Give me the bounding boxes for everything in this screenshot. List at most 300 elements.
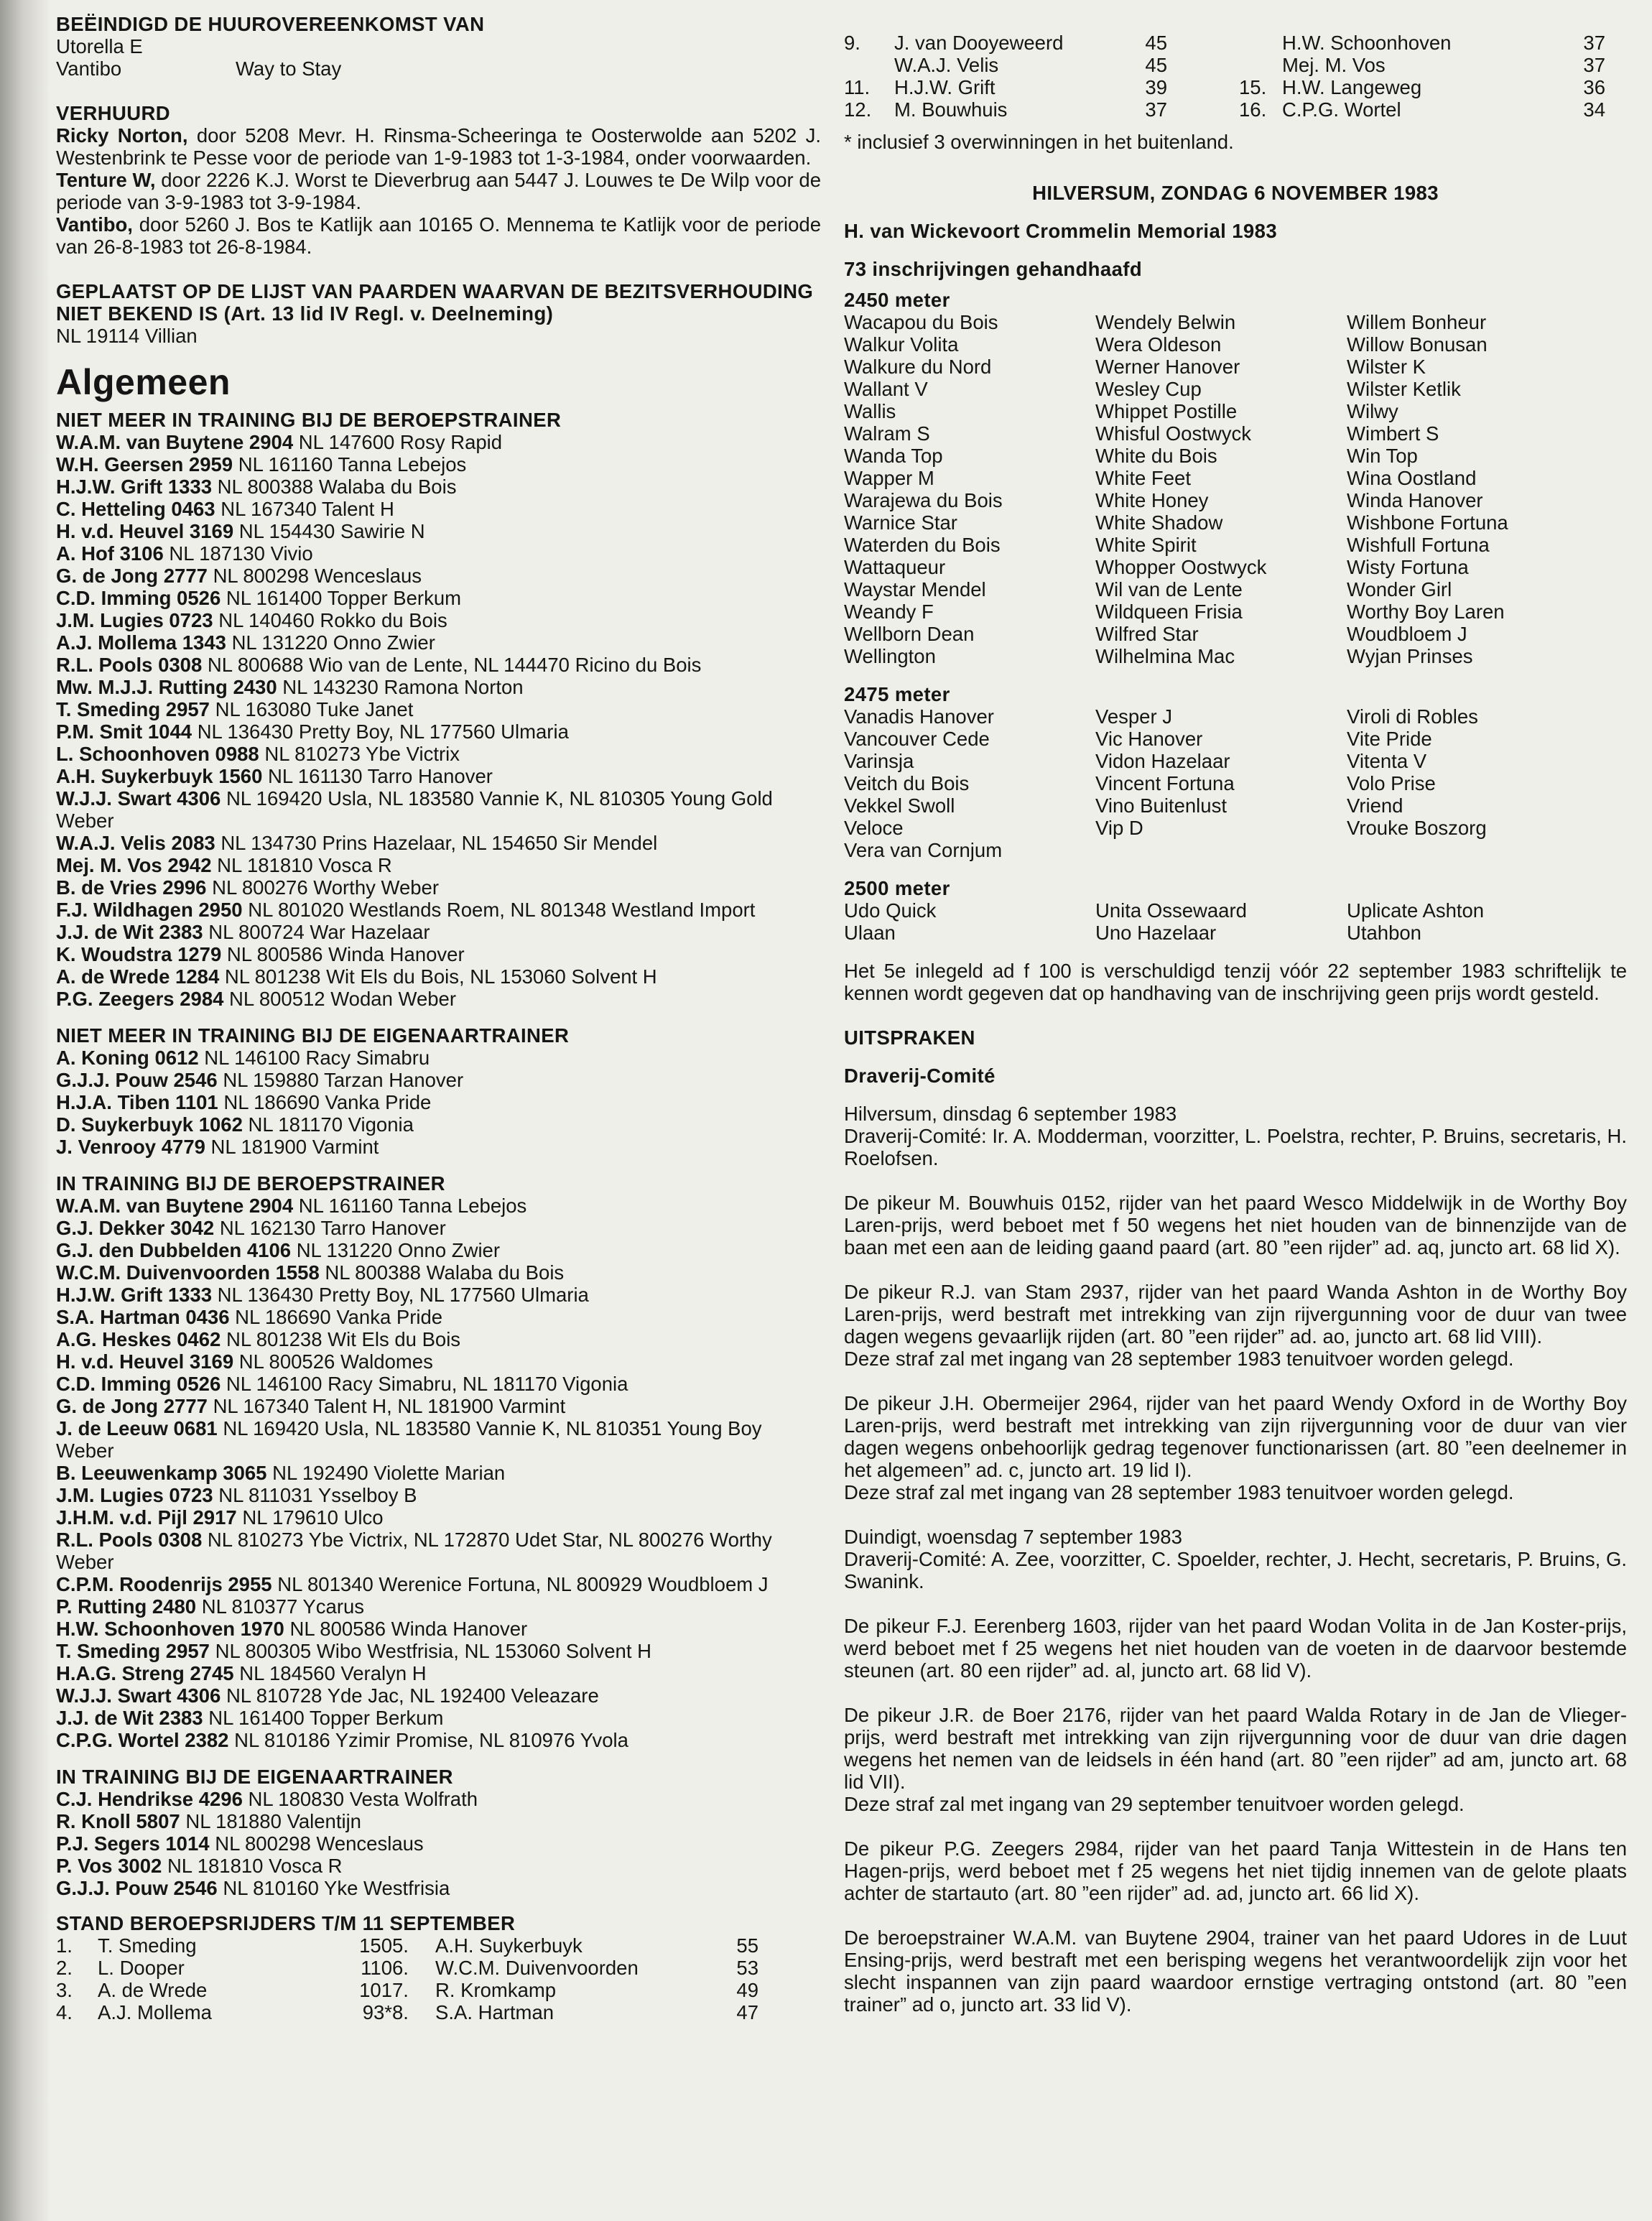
horse-name: Ulaan [844, 922, 896, 944]
beeindigd-heading: BEËINDIGD DE HUUROVEREENKOMST VAN [56, 13, 485, 35]
stand-cell: 8. [392, 2001, 409, 2023]
horse-name: Wendely Belwin [1095, 311, 1236, 333]
section-heading: IN TRAINING BIJ DE EIGENAARTRAINER [56, 1766, 453, 1788]
horse-name: Veitch du Bois [844, 772, 970, 794]
trainer-row [56, 1261, 821, 1284]
horse-name: Wapper M [844, 467, 934, 489]
verhuurd-entry: Tenture W, door 2226 K.J. Worst te Dieverbrug aan 5447 J. Louwes te De Wilp voor de periode van 3-9-1983 tot 3-9-1984. [56, 169, 821, 213]
horse-name: Wellborn Dean [844, 623, 975, 645]
trainer-row [56, 453, 821, 476]
trainer-row [56, 1417, 821, 1462]
horse-name: Varinsja [844, 750, 914, 772]
horse-name: Vriend [1347, 794, 1403, 817]
ruling-line: De pikeur J.H. Obermeijer 2964, rijder van het paard Wendy Oxford in de Worthy Boy Laren-prijs, werd bestraft met intrekking van zijn rijvergunning voor de duur van vier dagen wegens onbehoorlijk gedrag tegenover functionarissen (art. 80 ”een deelnemer in het algemeen” ad. c, juncto art. 19 lid I). [844, 1392, 1627, 1481]
horse-name: Wellington [844, 645, 936, 667]
geplaatst-entry: NL 19114 Villian [56, 325, 198, 347]
horse-list: NL 800305 Wibo Westfrisia, NL 153060 Solvent H [215, 1640, 651, 1662]
horse-list: NL 181810 Vosca R [167, 1855, 343, 1877]
trainer-row [56, 1832, 821, 1855]
horse-name: Wildqueen Frisia [1095, 601, 1243, 623]
horse-name: Wishbone Fortuna [1347, 511, 1508, 534]
horse-name: Win Top [1347, 445, 1418, 467]
trainer-row [56, 431, 821, 453]
stand-cell [1239, 32, 1282, 54]
horse-name: Wilwy [1347, 400, 1398, 422]
horse-list: NL 801020 Westlands Roem, NL 801348 Westland Import [248, 899, 756, 921]
spacer [844, 861, 1627, 877]
trainer-name: A.H. Suykerbuyk 1560 [56, 765, 269, 787]
stand-cell: W.A.J. Velis [894, 54, 999, 76]
stand-cell: 5. [392, 1934, 409, 1957]
horse-name: Unita Ossewaard [1095, 899, 1247, 922]
horse-name: Wera Oldeson [1095, 333, 1222, 356]
trainer-row [56, 1328, 821, 1350]
trainer-name: A.J. Mollema 1343 [56, 631, 232, 654]
stand-cell: C.P.G. Wortel [1282, 98, 1401, 121]
trainer-name: H.J.W. Grift 1333 [56, 1284, 218, 1306]
horse-list: NL 810273 Ybe Victrix [264, 743, 460, 765]
horse-name: Volo Prise [1347, 772, 1436, 794]
stand-cell: 53 [736, 1957, 758, 1979]
trainer-row [56, 1484, 821, 1506]
horse-list: NL 810273 Ybe Victrix, NL 172870 Udet Star, NL 800276 Worthy Weber [56, 1529, 772, 1573]
footnote: * inclusief 3 overwinningen in het buitenland. [844, 131, 1234, 153]
verhuurd-heading: VERHUURD [56, 102, 171, 124]
ruling-paragraph [844, 1392, 1627, 1503]
stand-cell: A.J. Mollema [98, 2001, 212, 2023]
rulings [844, 1103, 1627, 2016]
spacer [844, 667, 1627, 683]
horse-list: NL 161130 Tarro Hanover [268, 765, 493, 787]
horse-name: Wilhelmina Mac [1095, 645, 1235, 667]
horse-name: Warnice Star [844, 511, 957, 534]
trainer-name: G. de Jong 2777 [56, 1395, 213, 1417]
trainer-name: W.A.M. van Buytene 2904 [56, 1195, 299, 1217]
trainer-name: J.J. de Wit 2383 [56, 921, 209, 943]
horse-name-grid [844, 899, 1627, 944]
trainer-name: G.J. den Dubbelden 4106 [56, 1239, 297, 1261]
stand-heading: STAND BEROEPSRIJDERS T/M 11 SEPTEMBER [56, 1912, 516, 1934]
trainer-name: C.P.M. Roodenrijs 2955 [56, 1573, 278, 1595]
trainer-row [56, 1306, 821, 1328]
horse-name: Viroli di Robles [1347, 705, 1478, 728]
trainer-name: A.G. Heskes 0462 [56, 1328, 226, 1350]
trainer-row [56, 654, 821, 676]
trainer-name: C. Hetteling 0463 [56, 498, 221, 520]
trainer-row [56, 988, 821, 1010]
trainer-name: A. de Wrede 1284 [56, 965, 225, 988]
geplaatst-heading: GEPLAATST OP DE LIJST VAN PAARDEN WAARVAN DE BEZITSVERHOUDING NIET BEKEND IS (Art. 13 lid IV Regl. v. Deelneming) [56, 280, 814, 325]
ruling-line: De pikeur J.R. de Boer 2176, rijder van het paard Walda Rotary in de Jan de Vlieger-prijs, werd bestraft met intrekking van zijn rijvergunning voor de duur van drie dagen wegens het nemen van de leidsels in één hand (art. 80 ”een rijder” ad am, juncto art. 68 lid VII). [844, 1704, 1627, 1793]
horse-list: NL 147600 Rosy Rapid [298, 431, 503, 453]
trainer-name: G.J.J. Pouw 2546 [56, 1069, 223, 1091]
stand-cell: T. Smeding [98, 1934, 197, 1957]
stand-cell: 2. [56, 1957, 73, 1979]
horse-name: Werner Hanover [1095, 356, 1240, 378]
trainer-name: C.D. Imming 0526 [56, 1373, 226, 1395]
comite-heading: Draverij-Comité [844, 1065, 996, 1087]
trainer-row [56, 854, 821, 876]
stand-cell: 12. [844, 98, 872, 121]
inleg-note: Het 5e inlegeld ad f 100 is verschuldigd tenzij vóór 22 september 1983 schriftelijk te kennen wordt gegeven dat op handhaving van de inschrijving geen prijs wordt gesteld. [844, 960, 1627, 1004]
horse-name: Wattaqueur [844, 556, 946, 578]
trainer-row [56, 1573, 821, 1595]
horse-name-column [844, 311, 1095, 667]
trainer-name: S.A. Hartman 0436 [56, 1306, 236, 1328]
trainer-row [56, 542, 821, 565]
horse-name: Waystar Mendel [844, 578, 986, 601]
horse-name-column [1347, 705, 1598, 861]
horse-list: NL 167340 Talent H [221, 498, 394, 520]
trainer-row [56, 1239, 821, 1261]
horse-name: Whippet Postille [1095, 400, 1238, 422]
stand-cell: H.J.W. Grift [894, 76, 996, 98]
trainer-row [56, 1595, 821, 1618]
horse-name: Wyjan Prinses [1347, 645, 1473, 667]
stand-cell [1239, 54, 1282, 76]
stand-cell: 101 [359, 1979, 392, 2001]
horse-name: Wilfred Star [1095, 623, 1199, 645]
horse-list: NL 169420 Usla, NL 183580 Vannie K, NL 810351 Young Boy Weber [56, 1417, 762, 1462]
trainer-row [56, 743, 821, 765]
section-heading: NIET MEER IN TRAINING BIJ DE BEROEPSTRAINER [56, 409, 562, 431]
stand-cell [1167, 98, 1239, 121]
section-heading: NIET MEER IN TRAINING BIJ DE EIGENAARTRAINER [56, 1024, 570, 1047]
ruling-line: De beroepstrainer W.A.M. van Buytene 2904, trainer van het paard Udores in de Luut Ensing-prijs, werd bestraft met een berisping wegens het verantwoordelijk zijn voor het slecht inspannen van zijn paard waardoor ernstige vertraging ontstond (art. 80 ”een trainer” ad o, juncto art. 33 lid V). [844, 1926, 1627, 2016]
trainer-row [56, 1529, 821, 1573]
stand-cell: 49 [736, 1979, 758, 2001]
trainer-row [56, 1284, 821, 1306]
horse-name: Uno Hazelaar [1095, 922, 1217, 944]
ruling-line: De pikeur R.J. van Stam 2937, rijder van het paard Wanda Ashton in de Worthy Boy Laren-prijs, werd bestraft met intrekking van zijn rijvergunning voor de duur van twee dagen wegens gevaarlijk rijden (art. 80 ”een rijder” ad. ao, juncto art. 68 lid VIII). [844, 1281, 1627, 1348]
distance-label: 2475 meter [844, 683, 950, 705]
section-heading: IN TRAINING BIJ DE BEROEPSTRAINER [56, 1172, 445, 1195]
trainer-name: P. Vos 3002 [56, 1855, 167, 1877]
horse-list: NL 136430 Pretty Boy, NL 177560 Ulmaria [217, 1284, 589, 1306]
stand-cell: 4. [56, 2001, 73, 2023]
horse-name: Vidon Hazelaar [1095, 750, 1230, 772]
trainer-row [56, 965, 821, 988]
ruling-paragraph [844, 1704, 1627, 1815]
trainer-row [56, 1350, 821, 1373]
horse-list: NL 800298 Wenceslaus [215, 1832, 424, 1855]
trainer-row [56, 1788, 821, 1810]
trainer-row [56, 899, 821, 921]
horse-name: Woudbloem J [1347, 623, 1467, 645]
horse-name: Vera van Cornjum [844, 839, 1003, 861]
stand-cell: 45 [1145, 54, 1167, 76]
trainer-name: J.M. Lugies 0723 [56, 1484, 219, 1506]
trainer-row [56, 1462, 821, 1484]
trainer-row [56, 1729, 821, 1751]
ruling-line: Draverij-Comité: Ir. A. Modderman, voorzitter, L. Poelstra, rechter, P. Bruins, secretaris, H. Roelofsen. [844, 1125, 1627, 1169]
stand-cell: R. Kromkamp [435, 1979, 557, 2001]
stand-cell: 45 [1145, 32, 1167, 54]
horse-name: White Shadow [1095, 511, 1223, 534]
trainer-row [56, 1217, 821, 1239]
stand-cell: 16. [1239, 98, 1267, 121]
stand-cell: 11. [844, 76, 871, 98]
horse-name: Wisty Fortuna [1347, 556, 1469, 578]
trainer-row [56, 787, 821, 832]
horse-list: NL 146100 Racy Simabru [204, 1047, 430, 1069]
trainer-row [56, 676, 821, 698]
horse-name: Vip D [1095, 817, 1143, 839]
ruling-line: Draverij-Comité: A. Zee, voorzitter, C. Spoelder, rechter, J. Hecht, secretaris, P. Bruins, G. Swanink. [844, 1548, 1627, 1592]
trainer-name: J.H.M. v.d. Pijl 2917 [56, 1506, 243, 1529]
stand-table [56, 1934, 821, 2023]
stand-cell: 3. [56, 1979, 73, 2001]
horse-list: NL 800586 Winda Hanover [226, 943, 465, 965]
trainer-row [56, 1662, 821, 1684]
right-column [844, 32, 1627, 2038]
horse-list: NL 159880 Tarzan Hanover [223, 1069, 464, 1091]
trainer-row [56, 1707, 821, 1729]
trainer-row [56, 1113, 821, 1136]
trainer-name: P.M. Smit 1044 [56, 720, 198, 743]
horse-name: Weandy F [844, 601, 934, 623]
ruling-paragraph [844, 1192, 1627, 1258]
horse-name: Uplicate Ashton [1347, 899, 1485, 922]
trainer-name: G.J. Dekker 3042 [56, 1217, 220, 1239]
horse-name: Wesley Cup [1095, 378, 1202, 400]
stand-cell: 7. [392, 1979, 409, 2001]
trainer-row [56, 1618, 821, 1640]
spacer [56, 1751, 821, 1766]
trainer-row [56, 1506, 821, 1529]
stand-cell: M. Bouwhuis [894, 98, 1008, 121]
trainer-row [56, 698, 821, 720]
ruling-paragraph [844, 1281, 1627, 1370]
horse-name: Waterden du Bois [844, 534, 1001, 556]
horse-list: NL 801238 Wit Els du Bois, NL 153060 Solvent H [224, 965, 657, 988]
trainer-name: Mej. M. Vos 2942 [56, 854, 218, 876]
horse-list: NL 143230 Ramona Norton [282, 676, 524, 698]
horse-name: Vrouke Boszorg [1347, 817, 1487, 839]
distance-label: 2500 meter [844, 877, 950, 899]
horse-list: NL 140460 Rokko du Bois [218, 609, 447, 631]
trainer-name: H. v.d. Heuvel 3169 [56, 1350, 239, 1373]
trainer-name: H.J.A. Tiben 1101 [56, 1091, 224, 1113]
horse-name: Veloce [844, 817, 904, 839]
uitspraken-heading: UITSPRAKEN [844, 1026, 975, 1049]
trainer-name: R. Knoll 5807 [56, 1810, 186, 1832]
horse-name: Vincent Fortuna [1095, 772, 1235, 794]
stand-cell: A.H. Suykerbuyk [435, 1934, 583, 1957]
stand-cell: 36 [1583, 76, 1605, 98]
trainer-name: H.J.W. Grift 1333 [56, 476, 218, 498]
trainer-row [56, 1395, 821, 1417]
horse-name: Wilster Ketlik [1347, 378, 1461, 400]
horse-name-column [1347, 311, 1598, 667]
horse-name: Wanda Top [844, 445, 943, 467]
stand-cell: L. Dooper [98, 1957, 185, 1979]
trainer-name: A. Koning 0612 [56, 1047, 205, 1069]
trainer-name: P.J. Segers 1014 [56, 1832, 215, 1855]
horse-name: Wishfull Fortuna [1347, 534, 1490, 556]
horse-list: NL 161160 Tanna Lebejos [238, 453, 467, 476]
trainer-row [56, 476, 821, 498]
horse-list: NL 167340 Talent H, NL 181900 Varmint [213, 1395, 566, 1417]
trainer-name: W.A.J. Velis 2083 [56, 832, 221, 854]
distance-lists [844, 289, 1627, 960]
horse-list: NL 810186 Yzimir Promise, NL 810976 Yvola [234, 1729, 628, 1751]
horse-list: NL 801340 Werenice Fortuna, NL 800929 Woudbloem J [277, 1573, 769, 1595]
ruling-paragraph [844, 1103, 1627, 1169]
horse-name: Vic Hanover [1095, 728, 1203, 750]
horse-list: NL 186690 Vanka Pride [223, 1091, 432, 1113]
horse-name-grid [844, 705, 1627, 861]
stand-cell: Mej. M. Vos [1282, 54, 1386, 76]
algemeen-heading: Algemeen [56, 362, 231, 402]
trainer-row [56, 565, 821, 587]
horse-name: Walkur Volita [844, 333, 959, 356]
trainer-name: W.C.M. Duivenvoorden 1558 [56, 1261, 325, 1284]
trainer-name: L. Schoonhoven 0988 [56, 743, 265, 765]
horse-name: Vancouver Cede [844, 728, 990, 750]
horse-list: NL 800512 Wodan Weber [229, 988, 457, 1010]
horse-list: NL 800724 War Hazelaar [208, 921, 430, 943]
trainer-name: H.W. Schoonhoven 1970 [56, 1618, 290, 1640]
stand-cell: 37 [1583, 32, 1605, 54]
trainer-name: G.J.J. Pouw 2546 [56, 1877, 223, 1899]
horse-list: NL 800526 Waldomes [238, 1350, 433, 1373]
stand-cell: 6. [392, 1957, 409, 1979]
horse-list: NL 800276 Worthy Weber [212, 876, 440, 899]
ruling-paragraph [844, 1615, 1627, 1682]
trainer-sections [56, 409, 821, 1899]
stand-cell: H.W. Schoonhoven [1282, 32, 1452, 54]
stand-cell: J. van Dooyeweerd [894, 32, 1064, 54]
trainer-name: P. Rutting 2480 [56, 1595, 202, 1618]
horse-name: Udo Quick [844, 899, 937, 922]
trainer-row [56, 609, 821, 631]
race-title: H. van Wickevoort Crommelin Memorial 1983 [844, 220, 1278, 242]
trainer-name: W.A.M. van Buytene 2904 [56, 431, 299, 453]
trainer-row [56, 1373, 821, 1395]
horse-name: Willow Bonusan [1347, 333, 1488, 356]
horse-list: NL 810377 Ycarus [201, 1595, 365, 1618]
spacer [844, 944, 1627, 960]
verhuurd-entry: Vantibo, door 5260 J. Bos te Katlijk aan 10165 O. Mennema te Katlijk voor de periode van 26-8-1983 tot 26-8-1984. [56, 213, 821, 258]
stand-cell: S.A. Hartman [435, 2001, 554, 2023]
horse-list: NL 134730 Prins Hazelaar, NL 154650 Sir Mendel [221, 832, 658, 854]
ruling-paragraph [844, 1837, 1627, 1904]
ruling-line: Deze straf zal met ingang van 29 september tenuitvoer worden gelegd. [844, 1793, 1465, 1815]
horse-name: Wallis [844, 400, 896, 422]
trainer-name: R.L. Pools 0308 [56, 654, 208, 676]
horse-list: NL 800388 Walaba du Bois [217, 476, 457, 498]
trainer-row [56, 876, 821, 899]
horse-list: NL 801238 Wit Els du Bois [226, 1328, 461, 1350]
horse-list: NL 161400 Topper Berkum [208, 1707, 444, 1729]
stand-cell: 93* [362, 2001, 392, 2023]
trainer-row [56, 1877, 821, 1899]
stand-cell: A. de Wrede [98, 1979, 208, 2001]
trainer-name: T. Smeding 2957 [56, 698, 215, 720]
spacer [56, 1010, 821, 1024]
meeting-title: HILVERSUM, ZONDAG 6 NOVEMBER 1983 [1032, 182, 1439, 204]
horse-name: Warajewa du Bois [844, 489, 1003, 511]
horse-list: NL 161160 Tanna Lebejos [298, 1195, 527, 1217]
trainer-name: G. de Jong 2777 [56, 565, 213, 587]
trainer-row [56, 765, 821, 787]
ruling-paragraph [844, 1926, 1627, 2016]
horse-list: NL 131220 Onno Zwier [296, 1239, 500, 1261]
stand-cell: 110 [361, 1957, 392, 1979]
spacer [56, 1158, 821, 1172]
trainer-row [56, 1047, 821, 1069]
trainer-row [56, 1195, 821, 1217]
horse-list: NL 161400 Topper Berkum [226, 587, 462, 609]
trainer-name: A. Hof 3106 [56, 542, 170, 565]
horse-name-column [844, 705, 1095, 861]
horse-list: NL 169420 Usla, NL 183580 Vannie K, NL 810305 Young Gold Weber [56, 787, 773, 832]
horse-name-column [1347, 899, 1598, 944]
horse-name-column [1095, 705, 1347, 861]
beeindigd-row: Utorella E [56, 35, 143, 57]
trainer-row [56, 1855, 821, 1877]
horse-name: Whopper Oostwyck [1095, 556, 1267, 578]
horse-name: Vanadis Hanover [844, 705, 994, 728]
horse-name: Winda Hanover [1347, 489, 1483, 511]
horse-list: NL 154430 Sawirie N [238, 520, 425, 542]
horse-list: NL 163080 Tuke Janet [215, 698, 414, 720]
trainer-name: J.M. Lugies 0723 [56, 609, 219, 631]
horse-name-column [844, 899, 1095, 944]
horse-name: White Spirit [1095, 534, 1197, 556]
trainer-row [56, 1684, 821, 1707]
horse-name: Vekkel Swoll [844, 794, 955, 817]
horse-name: Worthy Boy Laren [1347, 601, 1505, 623]
trainer-name: J. de Leeuw 0681 [56, 1417, 223, 1439]
trainer-row [56, 720, 821, 743]
stand-cell [844, 54, 894, 76]
horse-list: NL 162130 Tarro Hanover [219, 1217, 446, 1239]
ruling-line: Deze straf zal met ingang van 28 september 1983 tenuitvoer worden gelegd. [844, 1481, 1514, 1503]
horse-name: Vitenta V [1347, 750, 1427, 772]
trainer-row [56, 832, 821, 854]
stand-cell: 37 [1583, 54, 1605, 76]
stand-cell: 150 [359, 1934, 392, 1957]
trainer-row [56, 921, 821, 943]
ruling-line: Duindigt, woensdag 7 september 1983 [844, 1526, 1182, 1548]
stand-cell: 34 [1583, 98, 1605, 121]
stand-cell [1167, 54, 1239, 76]
ruling-paragraph [844, 1526, 1627, 1592]
trainer-name: P.G. Zeegers 2984 [56, 988, 230, 1010]
ruling-line: De pikeur F.J. Eerenberg 1603, rijder van het paard Wodan Volita in de Jan Koster-prijs, werd beboet met f 25 wegens het niet houden van de voeten in de daarvoor bestemde steunen (art. 80 een rijder” ad. al, juncto art. 68 lid V). [844, 1615, 1627, 1682]
horse-list: NL 131220 Onno Zwier [231, 631, 435, 654]
horse-list: NL 810160 Yke Westfrisia [223, 1877, 450, 1899]
horse-name: Wina Oostland [1347, 467, 1477, 489]
horse-name: Vino Buitenlust [1095, 794, 1227, 817]
horse-name: Wacapou du Bois [844, 311, 998, 333]
left-column [56, 13, 821, 2023]
trainer-name: C.P.G. Wortel 2382 [56, 1729, 235, 1751]
horse-name: Whisful Oostwyck [1095, 422, 1251, 445]
trainer-name: C.J. Hendrikse 4296 [56, 1788, 249, 1810]
trainer-row [56, 943, 821, 965]
trainer-row [56, 631, 821, 654]
trainer-row [56, 1810, 821, 1832]
distance-label: 2450 meter [844, 289, 950, 311]
trainer-name: B. de Vries 2996 [56, 876, 213, 899]
trainer-row [56, 520, 821, 542]
horse-name: White Honey [1095, 489, 1209, 511]
trainer-name: K. Woudstra 1279 [56, 943, 227, 965]
horse-name: Walkure du Nord [844, 356, 992, 378]
